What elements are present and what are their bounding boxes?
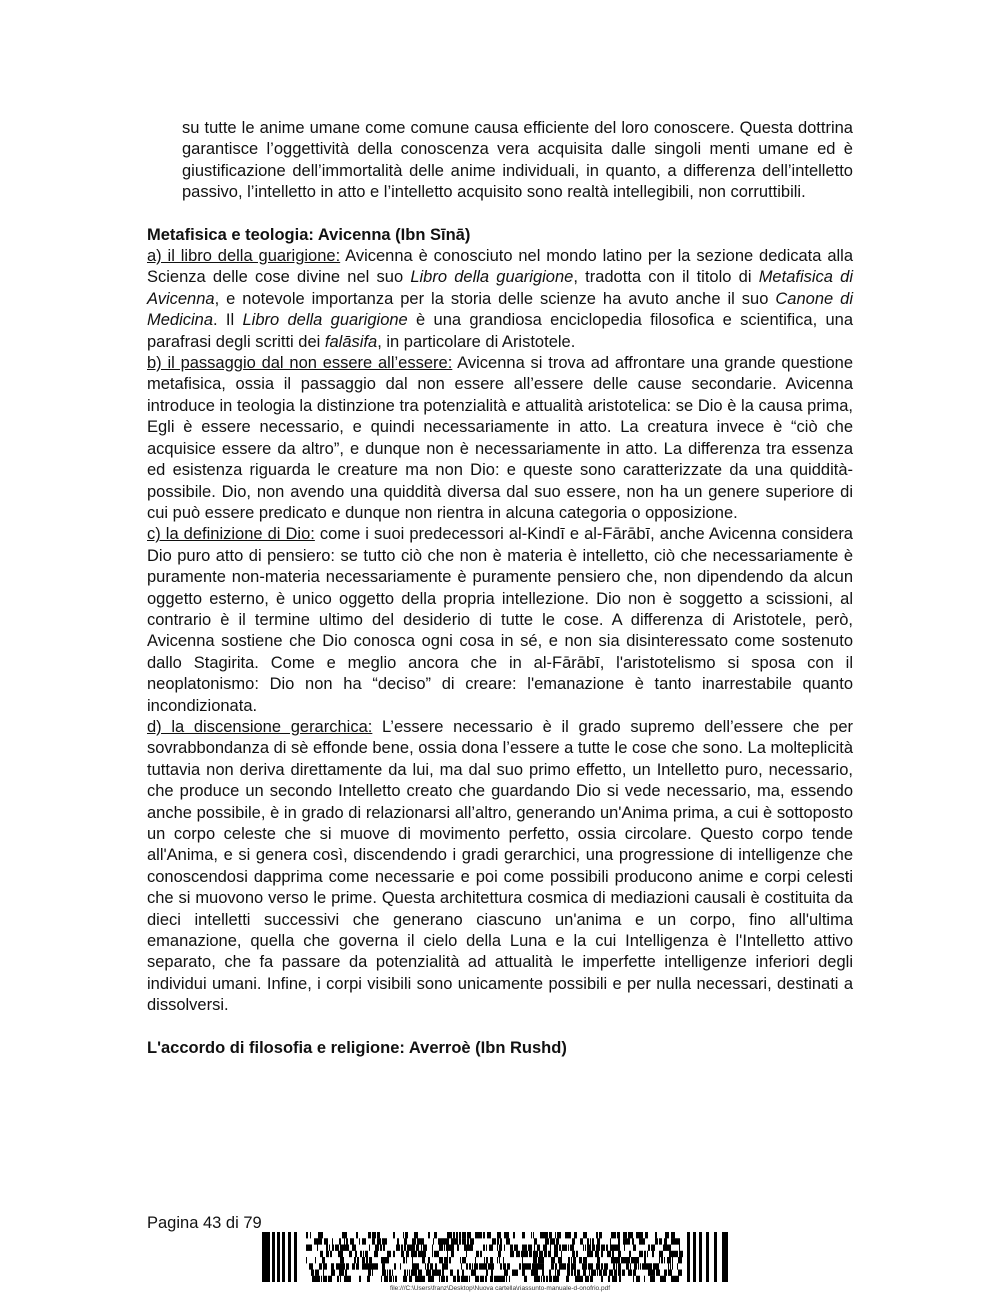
paragraph-c xyxy=(147,524,853,717)
text-run: Avicenna è conosciuto nel mondo latino per la sezione dedicata alla Scienza delle cose divine nel suo xyxy=(147,247,853,287)
italic-title: Metafisica di Avicenna xyxy=(147,268,853,308)
paragraph-b xyxy=(147,353,853,524)
intro-paragraph: su tutte le anime umane come comune causa efficiente del loro conoscere. Questa dottrina garantisce l’oggettività della conoscenza vera acquisita dalle singoli menti umane ed è giustificazione dell’immortalità delle anime individuali, in quanto, a differenza dell’intelletto passivo, l’intelletto in atto e l’intelletto acquisito sono realtà intellegibili, non corruttibili. xyxy=(182,119,853,202)
italic-title: Canone di Medicina xyxy=(147,289,853,330)
document-body xyxy=(147,118,853,1059)
italic-term: falāsifa xyxy=(324,332,378,351)
text-run: è una grandiosa enciclopedia filosofica e scientifica, una parafrasi degli scritti dei xyxy=(147,311,854,351)
paragraph-a-label: a) il libro della guarigione: xyxy=(147,247,341,266)
italic-title: Libro della guarigione xyxy=(242,311,408,330)
paragraph-d xyxy=(147,717,853,1017)
section-heading-avicenna: Metafisica e teologia: Avicenna (Ibn Sīnā) xyxy=(147,225,471,244)
page-number: Pagina 43 di 79 xyxy=(147,1214,262,1232)
paragraph-d-label: d) la discensione gerarchica: xyxy=(147,717,373,736)
section-heading-averroe: L'accordo di filosofia e religione: Averroè (Ibn Rushd) xyxy=(147,1038,567,1057)
text-run: , e notevole importanza per la storia delle scienze ha avuto anche il suo xyxy=(214,289,776,308)
italic-title: Libro della guarigione xyxy=(410,268,574,287)
text-run: , tradotta con il titolo di xyxy=(573,268,759,287)
paragraph-c-label: c) la definizione di Dio: xyxy=(147,525,315,544)
paragraph-a xyxy=(147,246,853,353)
barcode-image xyxy=(262,1232,735,1282)
paragraph-b-text: Avicenna si trova ad affrontare una grande questione metafisica, ossia il passaggio dal non essere all’essere delle cause secondarie. Avicenna introduce in teologia la distinzione tra potenzialità e attualità aristotelica: se Dio è la causa prima, Egli è essere necessario, e quindi necessariamente in atto. La creatura invece è “ciò che acquisice essere da altro”, e dunque non è necessariamente in atto. La differenza tra essenza ed esistenza riguarda le creature ma non Dio: e queste sono caratterizzate da una quiddità-possibile. Dio, non avendo una quiddità diversa dal suo essere, non ha un genere superiore di cui può essere predicato e dunque non rientra in alcuna categoria o opposizione. xyxy=(147,354,853,522)
file-path-footer: file:///C:\Users\franz\Desktop\Nuova cartella\riassunto-manuale-d-onofrio.pdf xyxy=(389,1285,610,1292)
paragraph-d-text: L’essere necessario è il grado supremo dell’essere che per sovrabbondanza di sè effonde bene, ossia dona l’essere a tutte le cose che sono. La molteplicità tuttavia non deriva direttamente da lui, ma dal suo primo effetto, un Intelletto puro, necessario, che produce un secondo Intelletto creato che guardando Dio si vede necessario, ma, essendo anche possibile, è in grado di relazionarsi all’altro, generando un'Anima prima, a cui è sottoposto un corpo celeste che si muove di movimento perfetto, ossia circolare. Questo corpo tende all'Anima, e si genera così, discendendo i gradi gerarchici, una progressione di intelligenze che conoscendosi dapprima come necessarie e poi come possibili producono anime e corpi celesti che si muovono verso le prime. Questa architettura cosmica di mediazioni causali è costituita da dieci intelletti successivi che generano ciascuno un'anima e un corpo, fino all'ultima emanazione, quella che governa il cielo della Luna e la cui Intelligenza è l'Intelletto attivo separato, che fa passare da potenzialità ad attualità le imperfette intelligenze inferiori degli individui umani. Infine, i corpi visibili sono unicamente possibili e per nulla necessari, destinati a dissolversi. xyxy=(147,717,853,1015)
paragraph-c-text: come i suoi predecessori al-Kindī e al-Fārābī, anche Avicenna considera Dio puro atto di pensiero: se tutto ciò che non è materia è intelletto, ciò che necessariamente è puramente non-materia necessariamente è puramente pensiero che, non dipendendo da alcun oggetto esterno, è unico oggetto della propria intellezione. Dio non è soggetto a scissioni, al contrario è il termine ultimo del desiderio di tutte le cose. A differenza di Aristotele, però, Avicenna sostiene che Dio conosca ogni cosa in sé, e non sia disinteressato come sostenuto dallo Stagirita. Come e meglio ancora che in al-Fārābī, l'aristotelismo si sposa con il neoplatonismo: Dio non ha “deciso” di creare: l'emanazione è tanto inarrestabile quanto incondizionata. xyxy=(147,525,853,715)
text-run: . Il xyxy=(213,311,243,330)
paragraph-b-label: b) il passaggio dal non essere all’essere: xyxy=(147,354,453,373)
text-run: , in particolare di Aristotele. xyxy=(377,332,576,351)
